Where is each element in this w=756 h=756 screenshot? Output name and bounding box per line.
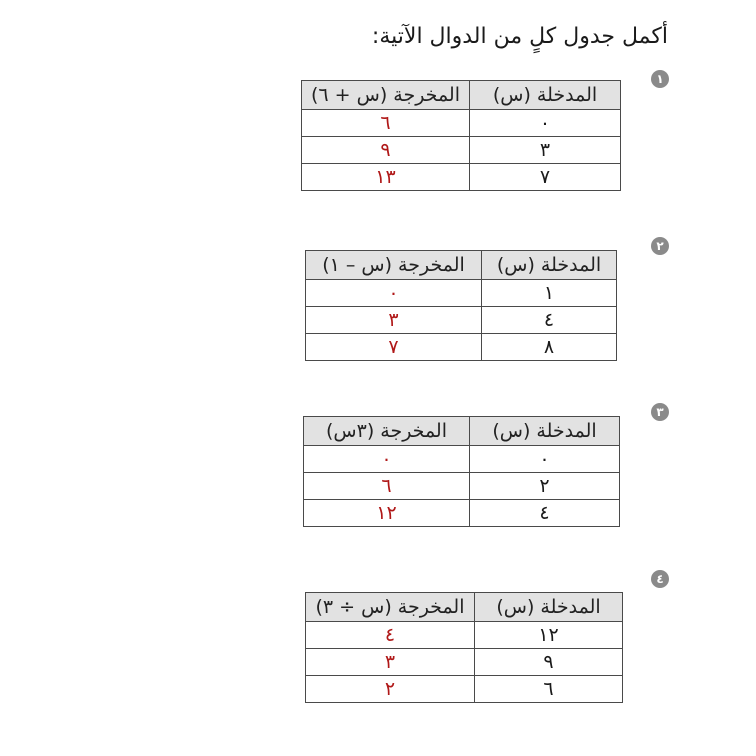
output-answer-cell: ٣ bbox=[306, 307, 482, 334]
output-answer-cell: ٦ bbox=[304, 473, 470, 500]
table-header-row bbox=[306, 251, 617, 280]
input-cell: ٤ bbox=[482, 307, 617, 334]
input-cell: ١٢ bbox=[475, 622, 623, 649]
input-column-header: المدخلة (س) bbox=[470, 417, 620, 446]
table-row bbox=[306, 334, 617, 361]
table-row bbox=[306, 649, 623, 676]
input-cell: ٤ bbox=[470, 500, 620, 527]
output-column-header: المخرجة (س ÷ ٣) bbox=[306, 593, 475, 622]
input-cell: ٠ bbox=[470, 110, 621, 137]
table-row bbox=[304, 500, 620, 527]
output-answer-cell: ٤ bbox=[306, 622, 475, 649]
output-answer-cell: ١٣ bbox=[302, 164, 470, 191]
exercise-number-badge: ٤ bbox=[651, 570, 669, 588]
output-column-header: المخرجة (س – ١) bbox=[306, 251, 482, 280]
table-row bbox=[304, 473, 620, 500]
input-cell: ٦ bbox=[475, 676, 623, 703]
output-answer-cell: ٢ bbox=[306, 676, 475, 703]
output-answer-cell: ٩ bbox=[302, 137, 470, 164]
table-row bbox=[306, 622, 623, 649]
exercise-number-badge: ٢ bbox=[651, 237, 669, 255]
input-column-header: المدخلة (س) bbox=[470, 81, 621, 110]
function-table-4 bbox=[305, 592, 623, 703]
output-answer-cell: ٣ bbox=[306, 649, 475, 676]
output-answer-cell: ٦ bbox=[302, 110, 470, 137]
table-header-row bbox=[302, 81, 621, 110]
table-row bbox=[304, 446, 620, 473]
input-cell: ٠ bbox=[470, 446, 620, 473]
exercise-number-badge: ١ bbox=[651, 70, 669, 88]
table-row bbox=[306, 307, 617, 334]
input-cell: ٨ bbox=[482, 334, 617, 361]
table-row bbox=[306, 280, 617, 307]
table-row bbox=[306, 676, 623, 703]
table-header-row bbox=[304, 417, 620, 446]
function-table-2 bbox=[305, 250, 617, 361]
function-table-1 bbox=[301, 80, 621, 191]
function-table-3 bbox=[303, 416, 620, 527]
output-answer-cell: ٠ bbox=[306, 280, 482, 307]
output-answer-cell: ٠ bbox=[304, 446, 470, 473]
input-cell: ٩ bbox=[475, 649, 623, 676]
exercise-number-badge: ٣ bbox=[651, 403, 669, 421]
input-cell: ٢ bbox=[470, 473, 620, 500]
input-cell: ٣ bbox=[470, 137, 621, 164]
input-cell: ١ bbox=[482, 280, 617, 307]
output-column-header: المخرجة (٣س) bbox=[304, 417, 470, 446]
table-header-row bbox=[306, 593, 623, 622]
output-answer-cell: ٧ bbox=[306, 334, 482, 361]
table-row bbox=[302, 137, 621, 164]
output-column-header: المخرجة (س + ٦) bbox=[302, 81, 470, 110]
worksheet-title: أكمل جدول كلٍ من الدوال الآتية: bbox=[371, 24, 668, 49]
table-row bbox=[302, 110, 621, 137]
input-column-header: المدخلة (س) bbox=[475, 593, 623, 622]
table-row bbox=[302, 164, 621, 191]
input-cell: ٧ bbox=[470, 164, 621, 191]
output-answer-cell: ١٢ bbox=[304, 500, 470, 527]
input-column-header: المدخلة (س) bbox=[482, 251, 617, 280]
